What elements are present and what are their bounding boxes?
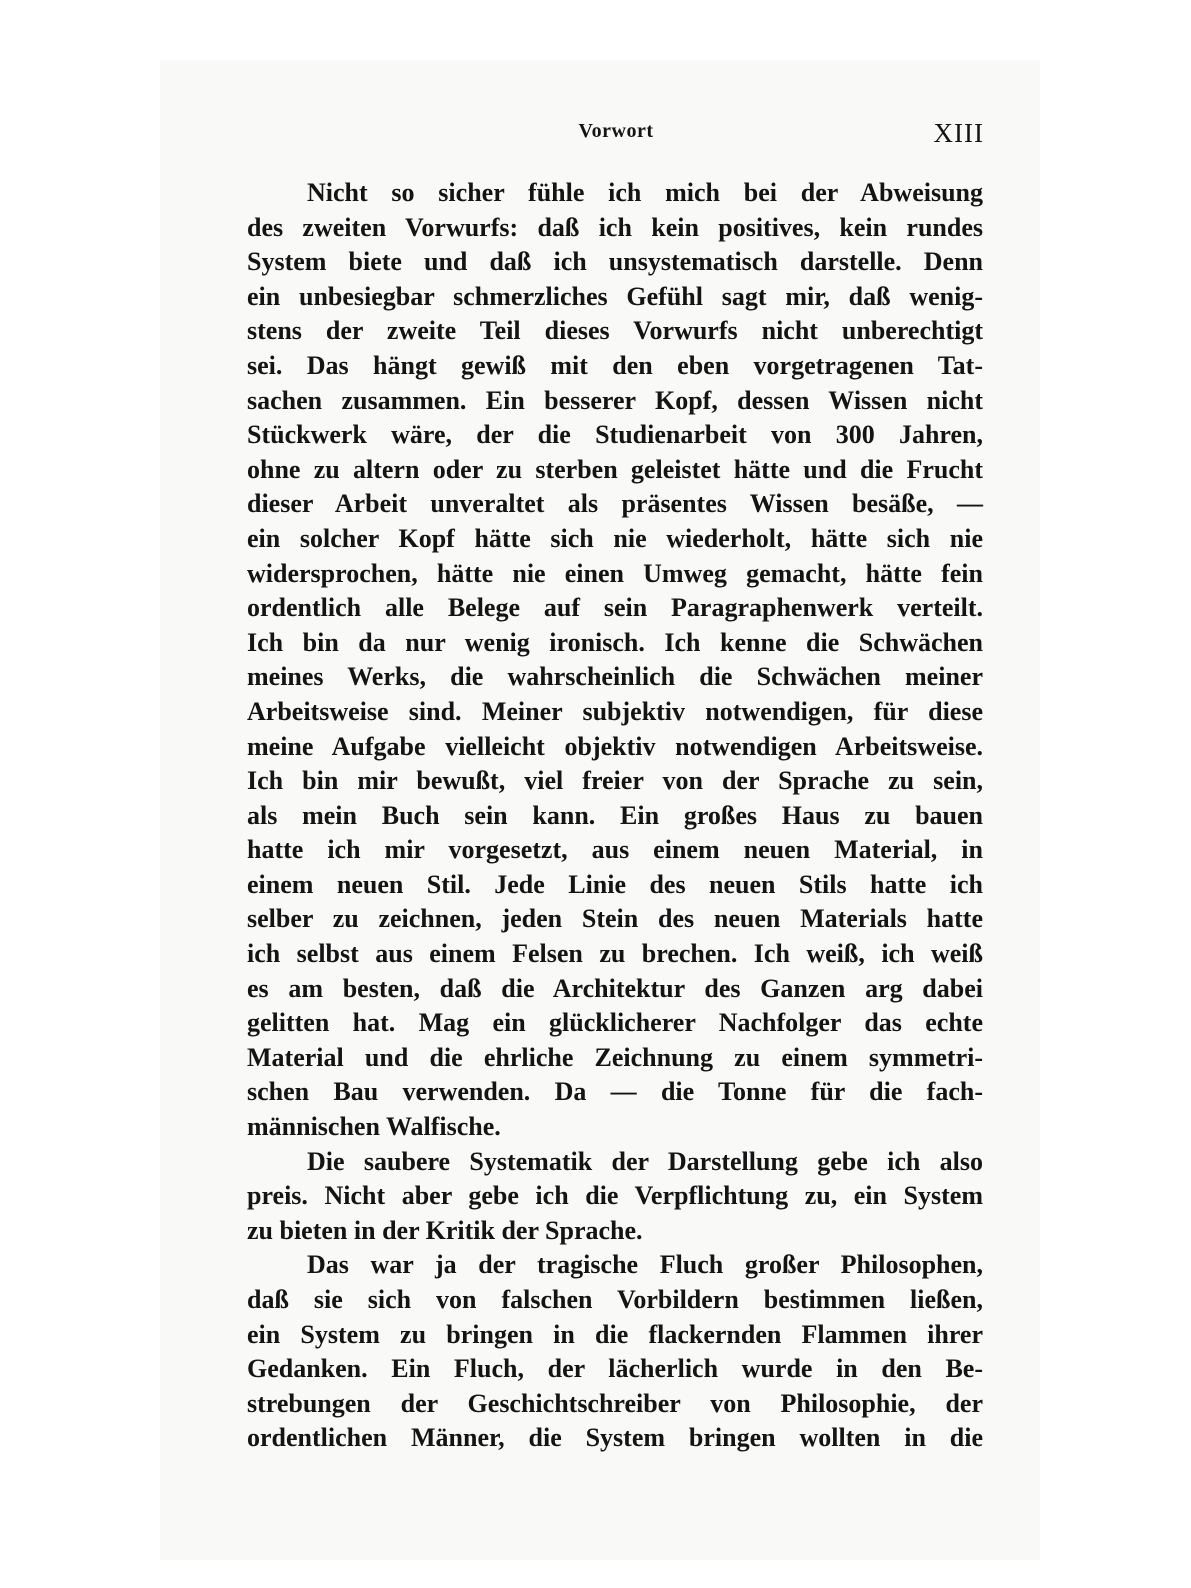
text-line: des zweiten Vorwurfs: daß ich kein positives, kein rundes <box>247 212 983 242</box>
text-line: Ich bin da nur wenig ironisch. Ich kenne die Schwächen <box>247 627 983 657</box>
text-line: Material und die ehrliche Zeichnung zu einem symmetri- <box>247 1042 983 1072</box>
text-line: widersprochen, hätte nie einen Umweg gemacht, hätte fein <box>247 558 983 588</box>
text-line: Nicht so sicher fühle ich mich bei der Abweisung <box>307 178 983 207</box>
text-line: ich selbst aus einem Felsen zu brechen. Ich weiß, ich weiß <box>247 939 983 969</box>
text-line: gelitten hat. Mag ein glücklicherer Nachfolger das echte <box>247 1008 983 1038</box>
text-line: Stückwerk wäre, der die Studienarbeit von 300 Jahren, <box>247 420 983 450</box>
text-line: sachen zusammen. Ein besserer Kopf, dessen Wissen nicht <box>247 385 983 415</box>
text-line: ein solcher Kopf hätte sich nie wiederholt, hätte sich nie <box>247 523 983 553</box>
text-line: Das war ja der tragische Fluch großer Philosophen, <box>307 1250 983 1280</box>
text-line: als mein Buch sein kann. Ein großes Haus zu bauen <box>247 800 983 830</box>
page-header <box>248 120 984 160</box>
text-line: Gedanken. Ein Fluch, der lächerlich wurde in den Be- <box>247 1354 983 1384</box>
text-line: zu bieten in der Kritik der Sprache. <box>247 1215 643 1245</box>
text-line: ordentlich alle Belege auf sein Paragraphenwerk verteilt. <box>247 593 983 623</box>
text-line: ein System zu bringen in die flackernden Flammen ihrer <box>247 1319 983 1349</box>
text-line: selber zu zeichnen, jeden Stein des neuen Materials hatte <box>247 904 983 934</box>
paragraph <box>247 1145 983 1249</box>
running-head: Vorwort <box>578 120 654 142</box>
text-line: System biete und daß ich unsystematisch darstelle. Denn <box>247 247 983 277</box>
text-line: hatte ich mir vorgesetzt, aus einem neuen Material, in <box>247 835 983 865</box>
text-line: es am besten, daß die Architektur des Ganzen arg dabei <box>247 973 983 1003</box>
text-line: preis. Nicht aber gebe ich die Verpflichtung zu, ein System <box>247 1181 983 1211</box>
text-line: stens der zweite Teil dieses Vorwurfs nicht unberechtigt <box>247 316 983 346</box>
text-line: Ich bin mir bewußt, viel freier von der Sprache zu sein, <box>247 766 983 796</box>
page-number: XIII <box>933 118 984 148</box>
text-line: schen Bau verwenden. Da — die Tonne für die fach- <box>247 1077 983 1107</box>
text-line: strebungen der Geschichtschreiber von Philosophie, der <box>247 1388 983 1418</box>
text-line: meines Werks, die wahrscheinlich die Schwächen meiner <box>247 662 983 692</box>
text-line: Arbeitsweise sind. Meiner subjektiv notwendigen, für diese <box>247 696 983 726</box>
text-line: dieser Arbeit unveraltet als präsentes Wissen besäße, — <box>247 489 983 519</box>
text-line: ein unbesiegbar schmerzliches Gefühl sagt mir, daß wenig- <box>247 281 983 311</box>
text-line: Die saubere Systematik der Darstellung gebe ich also <box>307 1146 983 1176</box>
text-line: meine Aufgabe vielleicht objektiv notwendigen Arbeitsweise. <box>247 731 983 761</box>
text-line: ordentlichen Männer, die System bringen wollten in die <box>247 1423 983 1453</box>
text-line: männischen Walfische. <box>247 1112 501 1142</box>
text-line: sei. Das hängt gewiß mit den eben vorgetragenen Tat- <box>247 350 983 380</box>
paragraph <box>247 1248 983 1456</box>
paragraph <box>247 176 983 1145</box>
text-line: daß sie sich von falschen Vorbildern bestimmen ließen, <box>247 1285 983 1314</box>
text-line: einem neuen Stil. Jede Linie des neuen Stils hatte ich <box>247 869 983 899</box>
text-line: ohne zu altern oder zu sterben geleistet hätte und die Frucht <box>247 454 983 484</box>
body-text <box>247 176 983 1456</box>
